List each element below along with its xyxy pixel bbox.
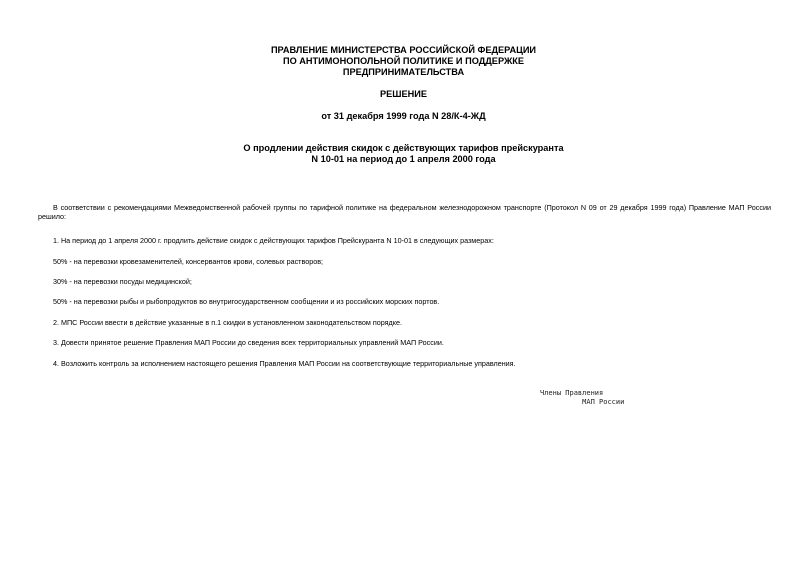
signature-block (540, 389, 660, 406)
document-date-number: от 31 декабря 1999 года N 28/К-4-ЖД (321, 111, 486, 121)
clause-4: 4. Возложить контроль за исполнением настоящего решения Правления МАП России на соответствующие территориальные управления. (53, 359, 516, 368)
subject-line-1: О продлении действия скидок с действующих тарифов прейскуранта (243, 143, 564, 153)
issuing-authority (0, 45, 807, 78)
subject-line-2: N 10-01 на период до 1 апреля 2000 года (311, 154, 496, 164)
clause-1-item-medical-glassware: 30% - на перевозки посуды медицинской; (53, 277, 192, 286)
document-type: РЕШЕНИЕ (380, 89, 427, 99)
signature-line-1: Члены Правления (540, 389, 604, 397)
clause-3: 3. Довести принятое решение Правления МАП России до сведения всех территориальных управлений МАП России. (53, 338, 444, 347)
authority-line-3: ПРЕДПРИНИМАТЕЛЬСТВА (342, 67, 465, 77)
authority-line-2: ПО АНТИМОНОПОЛЬНОЙ ПОЛИТИКЕ И ПОДДЕРЖКЕ (282, 56, 524, 66)
preamble-paragraph: В соответствии с рекомендациями Межведомственной рабочей группы по тарифной политике на федеральном железнодорожном транспорте (Протокол N 09 от 29 декабря 1999 года) Правление МАП России решило: (38, 203, 771, 222)
clause-1-item-fish-products: 50% - на перевозки рыбы и рыбопродуктов во внутригосударственном сообщении и из российских морских портов. (53, 297, 440, 306)
clause-1: 1. На период до 1 апреля 2000 г. продлить действие скидок с действующих тарифов Прейскуранта N 10-01 в следующих размерах: (53, 236, 494, 245)
authority-line-1: ПРАВЛЕНИЕ МИНИСТЕРСТВА РОССИЙСКОЙ ФЕДЕРАЦИИ (270, 45, 537, 55)
clause-1-item-blood-substitutes: 50% - на перевозки кровезаменителей, консервантов крови, солевых растворов; (53, 257, 324, 266)
document-subject (0, 143, 807, 165)
signature-line-2: МАП России (582, 397, 625, 406)
clause-2: 2. МПС России ввести в действие указанные в п.1 скидки в установленном законодательством порядке. (53, 318, 402, 327)
